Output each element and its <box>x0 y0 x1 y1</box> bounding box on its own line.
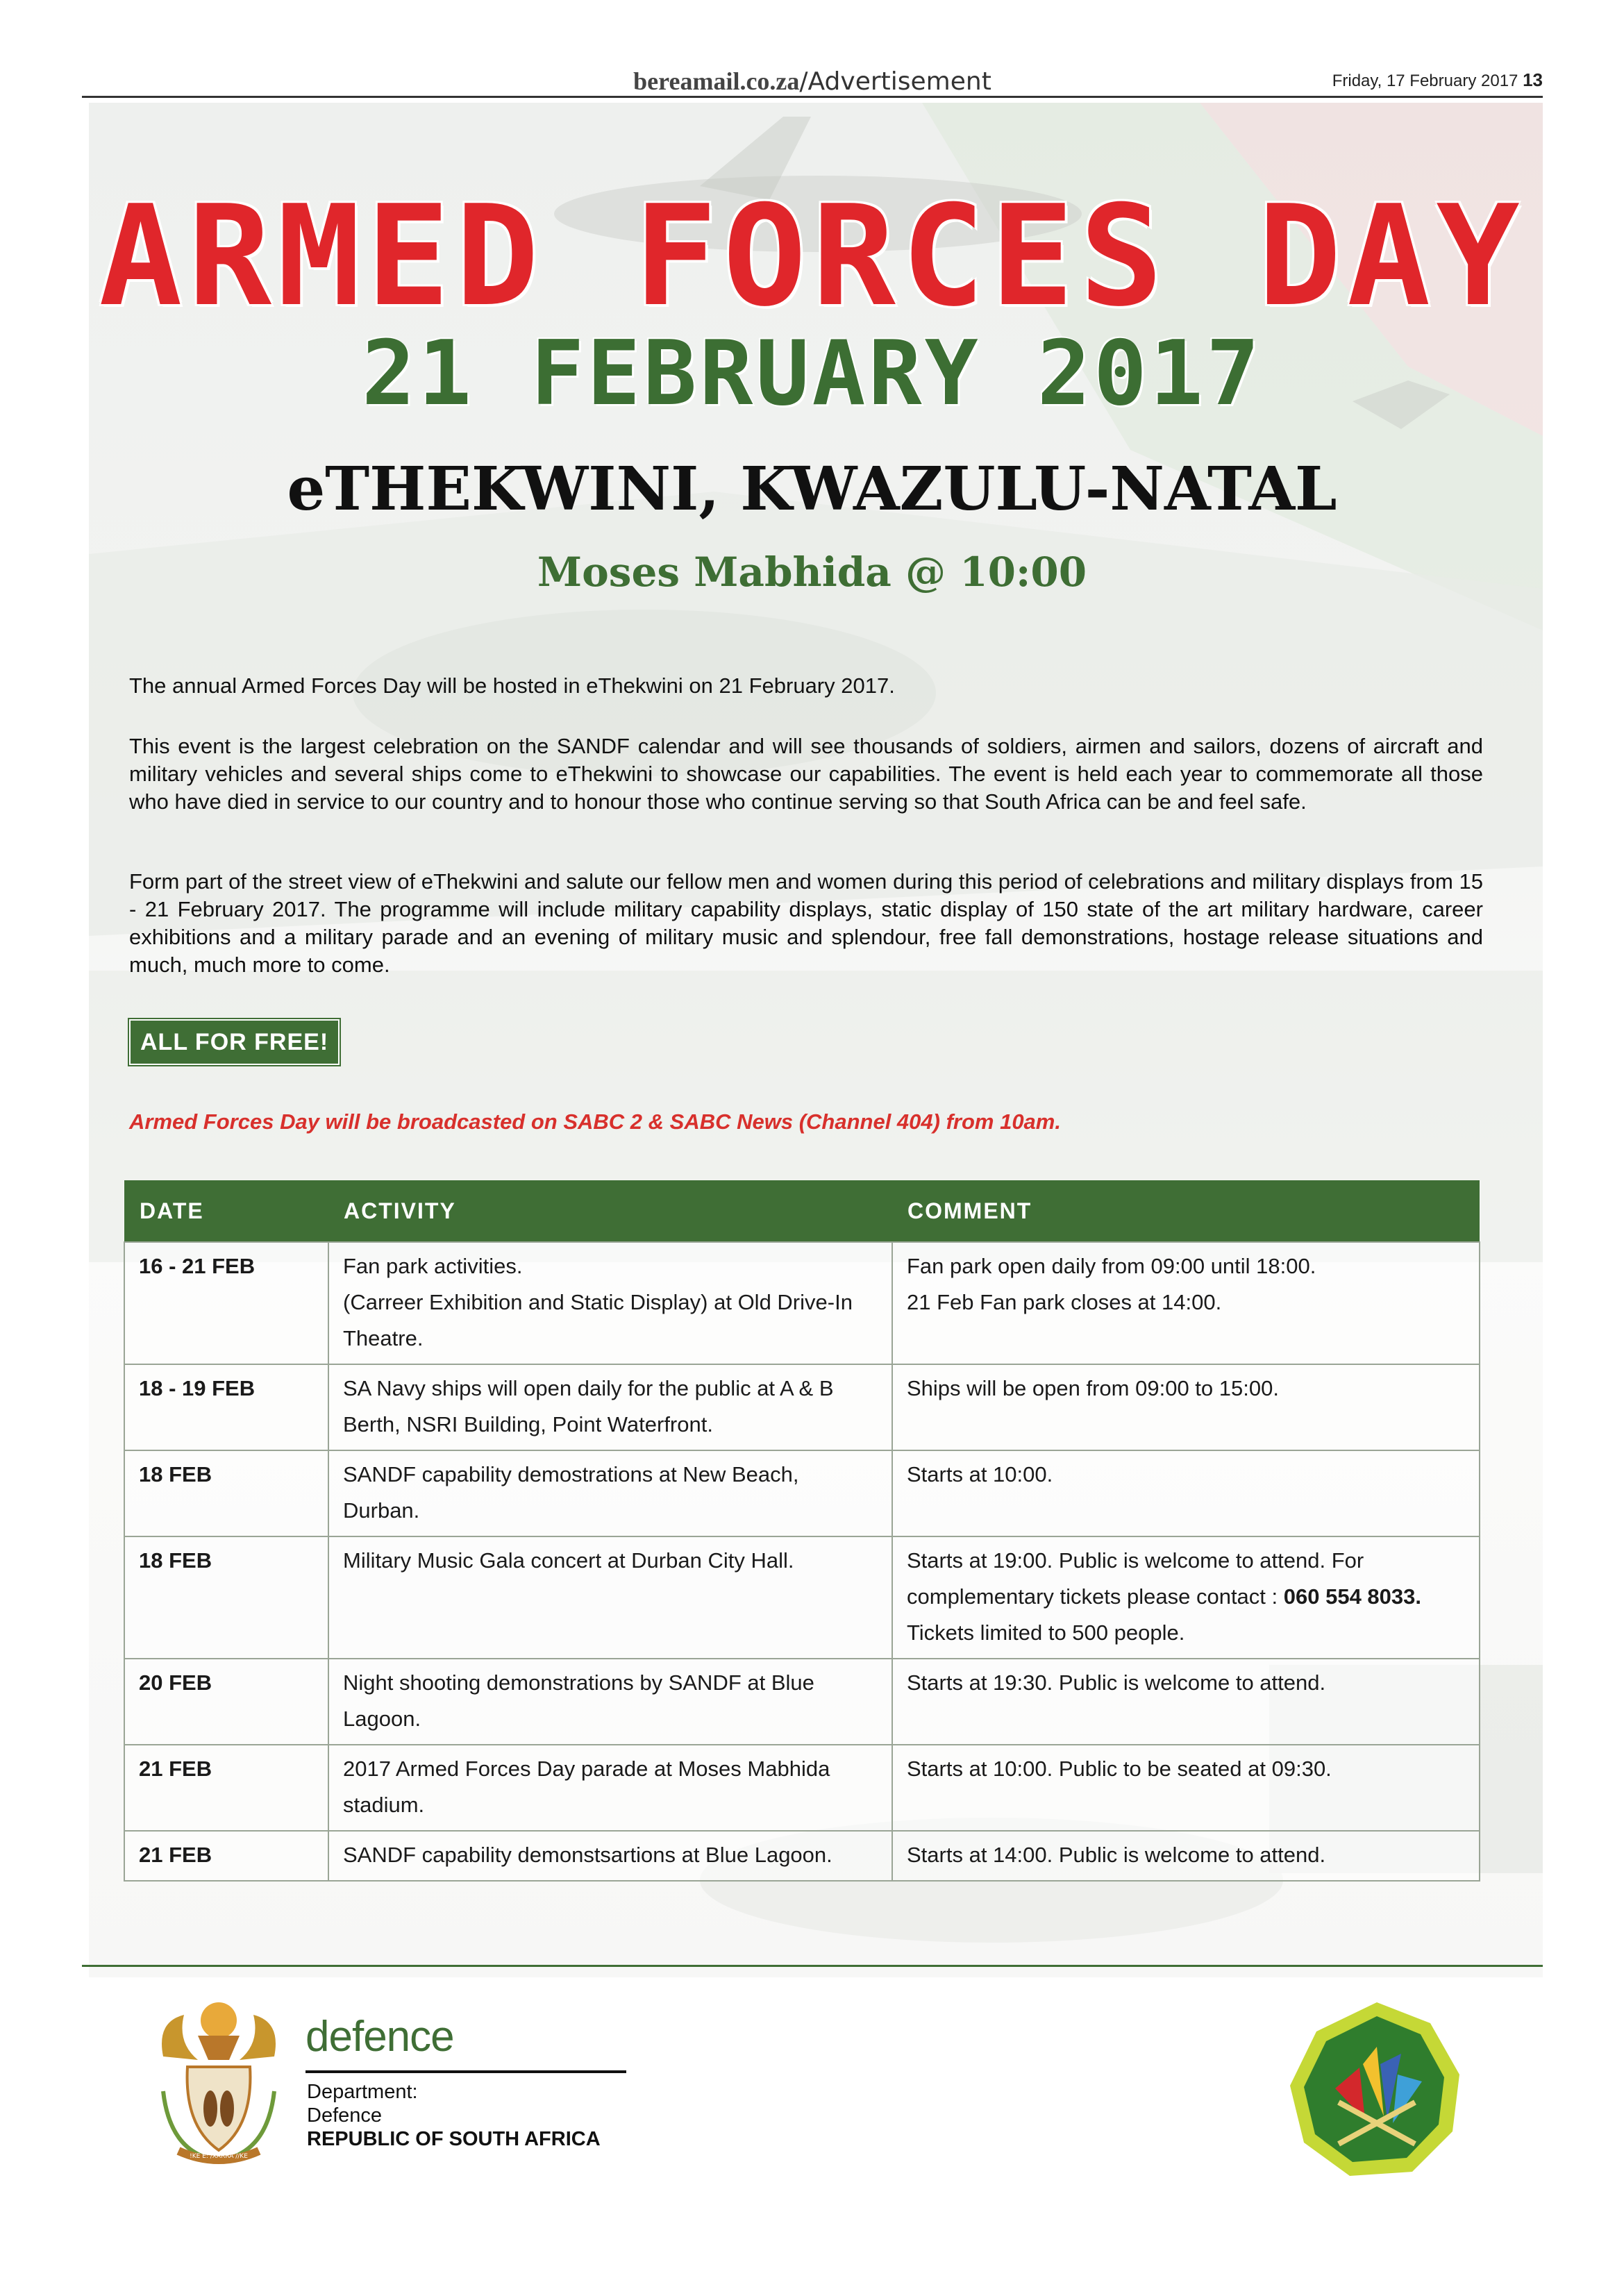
activity-line: (Carreer Exhibition and Static Display) at Old Drive-In Theatre. <box>343 1290 853 1350</box>
comment-line: Fan park open daily from 09:00 until 18:00. <box>907 1254 1316 1278</box>
row-activity: SA Navy ships will open daily for the public at A & B Berth, NSRI Building, Point Waterfront. <box>328 1364 892 1450</box>
defence-rule <box>305 2070 626 2073</box>
programme-paragraph: Form part of the street view of eThekwini and salute our fellow men and women during this period of celebrations and military displays from 15 - 21 February 2017. The programme will include military capability displays, static display of 150 state of the art military hardware, career exhibitions and a military parade and an evening of military music and splendour, free fall demonstrations, hostage release situations and much, much more to come. <box>129 869 1483 977</box>
row-date: 16 - 21 FEB <box>124 1242 328 1364</box>
row-activity: SANDF capability demostrations at New Beach, Durban. <box>328 1450 892 1536</box>
masthead-center <box>82 67 1543 96</box>
intro-paragraph: The annual Armed Forces Day will be hosted in eThekwini on 21 February 2017. <box>129 673 895 698</box>
footer-rule <box>82 1965 1543 1967</box>
event-title: ARMED FORCES DAY <box>99 176 1525 337</box>
row-comment: Starts at 14:00. Public is welcome to attend. <box>892 1831 1480 1881</box>
row-date: 21 FEB <box>124 1831 328 1881</box>
right-wing-icon <box>240 2015 276 2060</box>
table-row <box>124 1536 1480 1659</box>
row-date: 20 FEB <box>124 1659 328 1745</box>
row-comment <box>892 1242 1480 1364</box>
header-comment: COMMENT <box>892 1180 1480 1242</box>
row-comment <box>892 1536 1480 1659</box>
row-comment: Starts at 10:00. <box>892 1450 1480 1536</box>
row-date: 21 FEB <box>124 1745 328 1831</box>
comment-line: 21 Feb Fan park closes at 14:00. <box>907 1290 1222 1314</box>
free-badge: ALL FOR FREE! <box>129 1019 340 1065</box>
department-name: Defence <box>307 2104 383 2127</box>
rising-sun-icon <box>201 2002 237 2038</box>
human-figure-icon <box>203 2090 217 2127</box>
schedule-table <box>124 1180 1480 1882</box>
schedule-header-row <box>124 1180 1480 1242</box>
left-wing-icon <box>162 2015 198 2060</box>
coat-motto: !KE E: /XARRA //KE <box>190 2153 248 2160</box>
row-activity: Military Music Gala concert at Durban City Hall. <box>328 1536 892 1659</box>
broadcast-notice: Armed Forces Day will be broadcasted on SABC 2 & SABC News (Channel 404) from 10am. <box>129 1109 1061 1134</box>
event-location: eTHEKWINI, KWAZULU-NATAL <box>287 454 1337 524</box>
header-date: DATE <box>124 1180 328 1242</box>
issue-date <box>1332 69 1543 91</box>
row-comment: Starts at 10:00. Public to be seated at 09:30. <box>892 1745 1480 1831</box>
site-name[interactable]: bereamail.co.za <box>633 67 800 95</box>
header-activity: ACTIVITY <box>328 1180 892 1242</box>
table-row <box>124 1659 1480 1745</box>
row-date: 18 - 19 FEB <box>124 1364 328 1450</box>
event-date: 21 FEBRUARY 2017 <box>362 322 1262 426</box>
row-activity: 2017 Armed Forces Day parade at Moses Mabhida stadium. <box>328 1745 892 1831</box>
coat-of-arms-logo <box>149 1994 288 2168</box>
comment-text: Starts at 19:00. Public is welcome to attend. For complementary tickets please contact : <box>907 1548 1364 1609</box>
secretary-bird-icon <box>198 2036 240 2060</box>
row-date: 18 FEB <box>124 1536 328 1659</box>
human-figure-icon <box>220 2090 234 2127</box>
table-row <box>124 1364 1480 1450</box>
table-row <box>124 1242 1480 1364</box>
event-venue: Moses Mabhida @ 10:00 <box>537 548 1087 596</box>
row-date: 18 FEB <box>124 1450 328 1536</box>
defence-wordmark: defence <box>305 2013 454 2061</box>
row-comment: Starts at 19:30. Public is welcome to attend. <box>892 1659 1480 1745</box>
country-name: REPUBLIC OF SOUTH AFRICA <box>307 2128 601 2150</box>
table-row <box>124 1745 1480 1831</box>
contact-phone[interactable]: 060 554 8033. <box>1283 1584 1421 1609</box>
activity-line: Fan park activities. <box>343 1254 523 1278</box>
row-activity: Night shooting demonstrations by SANDF at Blue Lagoon. <box>328 1659 892 1745</box>
row-comment: Ships will be open from 09:00 to 15:00. <box>892 1364 1480 1450</box>
section-name: /Advertisement <box>799 67 991 96</box>
issue-date-text: Friday, 17 February 2017 <box>1332 72 1518 90</box>
table-row <box>124 1450 1480 1536</box>
event-description-paragraph: This event is the largest celebration on the SANDF calendar and will see thousands of soldiers, airmen and sailors, dozens of aircraft and military vehicles and several ships come to eThekwini to showcase our capabilities. The event is held each year to commemorate all those who have died in service to our country and to honour those who continue serving so that South Africa can be and feel safe. <box>129 734 1483 814</box>
row-activity <box>328 1242 892 1364</box>
department-label: Department: <box>307 2081 418 2103</box>
shield-icon <box>187 2067 251 2150</box>
masthead-rule <box>82 96 1543 98</box>
page-number: 13 <box>1523 69 1543 90</box>
sandf-emblem-logo <box>1283 1998 1471 2186</box>
row-activity: SANDF capability demonstsartions at Blue Lagoon. <box>328 1831 892 1881</box>
comment-text: Tickets limited to 500 people. <box>907 1620 1185 1645</box>
masthead <box>82 67 1543 99</box>
table-row <box>124 1831 1480 1881</box>
